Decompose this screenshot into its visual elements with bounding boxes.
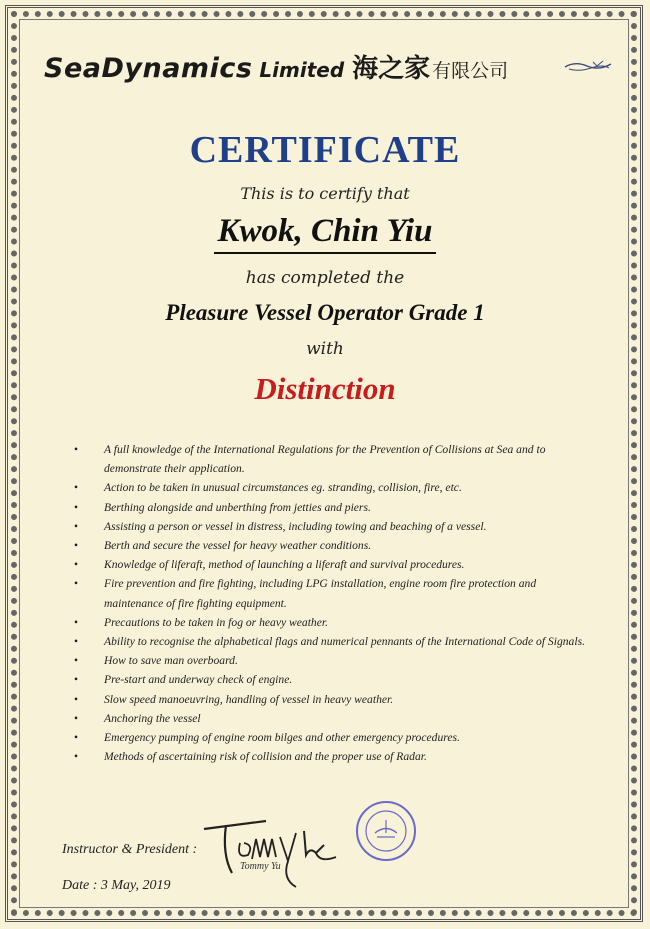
list-item (72, 709, 592, 728)
competency-list (72, 440, 592, 766)
signer-name: Tommy Yu (240, 861, 281, 872)
course-name: Pleasure Vessel Operator Grade 1 (165, 300, 485, 325)
bullet-icon: • (74, 500, 79, 514)
list-item-text: Methods of ascertaining risk of collision and the proper use of Radar. (104, 750, 427, 764)
list-item-text: A full knowledge of the International Regulations for the Prevention of Collisions at Sea and to demonstrate their application. (104, 443, 546, 476)
bullet-icon: • (74, 731, 79, 745)
bullet-icon: • (74, 539, 79, 553)
list-item (72, 536, 592, 555)
list-item (72, 690, 592, 709)
brand-chinese-name: 海之家 (352, 54, 431, 84)
list-item-text: Ability to recognise the alphabetical flags and numerical pennants of the International Code of Signals. (104, 635, 585, 649)
brand-name: SeaDynamics (44, 53, 253, 84)
bullet-icon: • (74, 750, 79, 764)
list-item (72, 670, 592, 689)
list-item (72, 632, 592, 651)
list-item-text: Action to be taken in unusual circumstances eg. stranding, collision, fire, etc. (104, 481, 462, 495)
brand-chinese-suffix: 有限公司 (432, 60, 509, 82)
bullet-icon: • (74, 481, 79, 495)
list-item (72, 613, 592, 632)
signature-image (196, 815, 346, 890)
list-item-text: Assisting a person or vessel in distress, including towing and beaching of a vessel. (104, 519, 487, 533)
bullet-icon: • (74, 711, 79, 725)
issue-date: Date : 3 May, 2019 (62, 878, 171, 893)
instructor-label: Instructor & President : (62, 842, 198, 857)
grade-distinction: Distinction (254, 371, 396, 406)
list-item (72, 555, 592, 574)
list-item (72, 747, 592, 766)
company-seal-icon (355, 800, 417, 862)
company-header (44, 48, 604, 84)
list-item-text: Berth and secure the vessel for heavy weather conditions. (104, 539, 372, 553)
certificate-title: CERTIFICATE (189, 129, 461, 171)
list-item (72, 651, 592, 670)
recipient-wrap (0, 213, 650, 254)
bullet-icon: • (74, 558, 79, 572)
boat-wave-icon (563, 58, 613, 74)
list-item (72, 498, 592, 517)
bullet-icon: • (74, 519, 79, 533)
list-item-text: Emergency pumping of engine room bilges and other emergency procedures. (104, 731, 460, 745)
list-item-text: How to save man overboard. (104, 654, 238, 668)
recipient-name: Kwok, Chin Yiu (214, 213, 437, 254)
list-item (72, 440, 592, 478)
certify-line: This is to certify that (240, 184, 410, 203)
brand-suffix: Limited (259, 58, 345, 82)
list-item-text: Precautions to be taken in fog or heavy weather. (104, 615, 328, 629)
list-item-text: Pre-start and underway check of engine. (104, 673, 293, 687)
list-item-text: Fire prevention and fire fighting, including LPG installation, engine room fire protection and maintenance of fire fighting equipment. (104, 577, 537, 610)
list-item-text: Anchoring the vessel (104, 711, 201, 725)
bullet-icon: • (74, 635, 79, 649)
completed-line: has completed the (245, 268, 405, 288)
list-item-text: Berthing alongside and unberthing from jetties and piers. (104, 500, 371, 514)
list-item (72, 517, 592, 536)
with-line: with (306, 339, 344, 359)
bullet-icon: • (74, 615, 79, 629)
bullet-icon: • (74, 443, 79, 456)
list-item (72, 728, 592, 747)
list-item-text: Knowledge of liferaft, method of launching a liferaft and survival procedures. (104, 558, 465, 572)
bullet-icon: • (74, 577, 79, 591)
bullet-icon: • (74, 692, 79, 706)
list-item-text: Slow speed manoeuvring, handling of vessel in heavy weather. (104, 692, 394, 706)
bullet-icon: • (74, 654, 79, 668)
list-item (72, 478, 592, 497)
list-item (72, 574, 592, 612)
bullet-icon: • (74, 673, 79, 687)
